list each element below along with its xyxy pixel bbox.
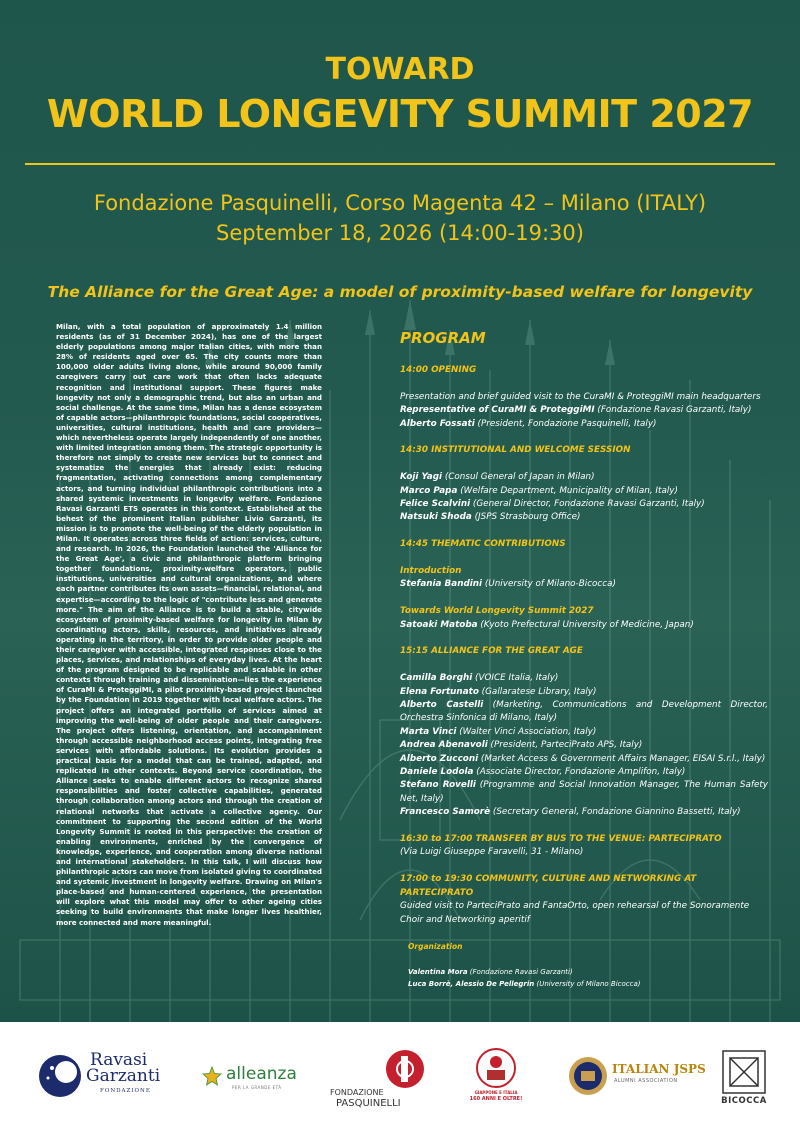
speaker-name: Camilla Borghi <box>400 673 473 684</box>
speaker-role: (Programme and Social Innovation Manager, The Human Safety Net, Italy) <box>400 780 769 804</box>
speaker-line <box>400 471 768 484</box>
date-text: September 18, 2026 (14:00-19:30) <box>216 221 584 245</box>
towards-label: Towards World Longevity Summit 2027 <box>400 606 594 617</box>
speaker-name: Alberto Fossati <box>400 418 475 429</box>
speaker-line <box>400 699 768 726</box>
speaker-line <box>400 779 768 806</box>
bicocca-emblem-icon <box>722 1050 766 1094</box>
ravasi-line2: Garzanti <box>86 1066 161 1086</box>
speaker-role: (Kyoto Prefectural University of Medicine, Japan) <box>477 619 694 630</box>
section-welcome-head: 14:30 INSTITUTIONAL AND WELCOME SESSION <box>400 445 631 456</box>
section-community <box>400 873 768 927</box>
speaker-line <box>400 511 768 524</box>
speaker-role: (President, Fondazione Pasquinelli, Italy) <box>474 418 657 429</box>
star-icon <box>202 1066 222 1086</box>
organization-member <box>408 966 768 978</box>
pasquinelli-emblem-icon <box>384 1048 426 1090</box>
section-welcome <box>400 471 768 525</box>
speaker-name: Stefano Rovelli <box>400 780 476 791</box>
pasquinelli-logo <box>330 1048 430 1108</box>
venue-block <box>0 188 800 248</box>
ravasi-line3: FONDAZIONE <box>100 1088 151 1094</box>
speaker-role: (JSPS Strasbourg Office) <box>471 512 581 523</box>
giappone-emblem-icon <box>473 1048 519 1088</box>
speaker-role: (Gallaratese Library, Italy) <box>478 686 597 697</box>
jsps-line1: ITALIAN JSPS <box>612 1062 706 1076</box>
speaker-role: (VOICE Italia, Italy) <box>472 673 559 684</box>
speaker-line <box>400 753 768 766</box>
title-toward: TOWARD <box>325 52 475 87</box>
speaker-role: (General Director, Fondazione Ravasi Garzanti, Italy) <box>470 499 705 510</box>
subtitle: The Alliance for the Great Age: a model of proximity-based welfare for longevity <box>47 283 753 301</box>
section-alliance-head: 15:15 ALLIANCE FOR THE GREAT AGE <box>400 646 583 657</box>
speaker-name: Alberto Castelli <box>400 700 484 711</box>
member-name: Valentina Mora <box>408 967 468 976</box>
venue-text: Fondazione Pasquinelli, Corso Magenta 42 – Milano (ITALY) <box>93 191 707 215</box>
divider <box>25 163 775 165</box>
alleanza-line2: PER LA GRANDE ETÀ <box>232 1085 282 1090</box>
speaker-name: Elena Fortunato <box>400 686 479 697</box>
section-opening-head: 14:00 OPENING <box>400 365 477 375</box>
program <box>400 328 768 990</box>
section-alliance <box>400 672 768 819</box>
speaker-name: Marta Vinci <box>400 726 457 737</box>
community-head: 17:00 to 19:30 COMMUNITY, CULTURE AND NETWORKING AT PARTECIPRATO <box>400 874 697 898</box>
section-opening <box>400 391 768 431</box>
ravasi-line1: Ravasi <box>90 1050 148 1070</box>
speaker-role: (Secretary General, Fondazione Giannino Bassetti, Italy) <box>490 807 741 818</box>
speaker-role: (Welfare Department, Municipality of Milan, Italy) <box>457 485 678 496</box>
jsps-line2: ALUMNI ASSOCIATION <box>614 1078 678 1084</box>
speaker-name: Satoaki Matoba <box>400 619 478 630</box>
speaker-role: (Associate Director, Fondazione Amplifon, Italy) <box>473 767 686 778</box>
pasquinelli-line2: PASQUINELLI <box>336 1098 401 1109</box>
speaker-name: Francesco Samorè <box>400 807 491 818</box>
giappone-italia-logo <box>466 1048 526 1108</box>
transfer-address: (Via Luigi Giuseppe Faravelli, 31 - Milano) <box>400 847 584 858</box>
section-thematic-intro <box>400 565 768 592</box>
alleanza-logo <box>202 1064 302 1094</box>
member-role: (Fondazione Ravasi Garzanti) <box>467 967 573 976</box>
speaker-line <box>400 686 768 699</box>
speaker-name: Natsuki Shoda <box>400 512 472 523</box>
speaker-line <box>400 418 768 431</box>
transfer-head: 16:30 to 17:00 TRANSFER BY BUS TO THE VENUE: PARTECIPRATO <box>400 834 722 845</box>
speaker-role: (Fondazione Ravasi Garzanti, Italy) <box>594 405 752 416</box>
speaker-line <box>400 578 768 591</box>
speaker-name: Representative of CuraMI & ProteggiMI <box>400 405 595 416</box>
section-thematic-head: 14:45 THEMATIC CONTRIBUTIONS <box>400 539 566 550</box>
ravasi-garzanti-logo <box>38 1050 188 1106</box>
ravasi-emblem-icon <box>38 1054 82 1098</box>
section-thematic-towards <box>400 605 768 632</box>
member-role: (University of Milano Bicocca) <box>534 979 641 988</box>
title-main: WORLD LONGEVITY SUMMIT 2027 <box>46 92 754 136</box>
abstract-text: Milan, with a total population of approximately 1.4 million residents (as of 31 December 2024), has one of the largest elderly populations among major Italian cities, with more than 28% of residents aged over 65. The city counts more than 100,000 older adults living alone, while around 90,000 family caregivers carry out care work that often lacks adequate recognition and institutional support. These figures make longevity not only a demographic trend, but also an urban and social challenge. At the same time, Milan has a dense ecosystem of capable actors—philanthropic foundations, social cooperatives, universities, cultural institutions, health and care providers—which nevertheless operate largely independently of one another, with limited integration among them. The strategic opportunity is therefore not simply to create new services but to connect and systematize the energies that already exist: reducing fragmentation, activating connections among complementary actors, and turning individual philanthropic contributions into a shared systemic investments in longevity welfare. Fondazione Ravasi Garzanti ETS operates in this context. Established at the behest of the prominent Italian publisher Livio Garzanti, its mission is to promote the well-being of the elderly population in Milan. It operates across three fields of action: services, culture, and research. In 2026, the Foundation launched the 'Alliance for the Great Age', a civic and philanthropic platform bringing together foundations, proximity-welfare operators, public institutions, universities and cultural organizations, and where each partner contributes its own assets—financial, relational, and expertise—according to the logic of "contribute less and generate more." The aim of the Alliance is to build a stable, citywide ecosystem of proximity-based welfare for longevity in Milan by coordinating actors, skills, resources, and initiatives already operating in the territory, in order to provide older people and their caregiver with accessible, integrated responses close to the places, services, and relationships of everyday lives. At the heart of the program designed to be replicable and scalable in other contexts through training and dissemination—lies the experience of CuraMI & ProteggiMI, a pilot proximity-based project launched by the Foundation in 2019 together with local welfare actors. The project offers an integrated portfolio of services aimed at improving the well-being of older people and their caregivers. The project offers listening, orientation, and accompaniment through accessible neighborhood access points, integrating free services with affordable solutions. Its evolution provides a practical basis for a model that can be trained, adapted, and replicated in other contexts. Beyond service coordination, the Alliance seeks to enable different actors to recognize shared responsibilities and foster collective capabilities, generated through collaboration among actors and through the creation of relational networks that activate a collective agency. Our commitment to supporting the second edition of the World Longevity Summit is rooted in this perspective: the creation of enabling environments, enriched by the convergence of knowledge, experience, and cooperation among diverse national and international stakeholders. In this talk, I will discuss how philanthropic actors can move from isolated giving to coordinated and systemic investment in longevity welfare. Drawing on Milan's place-based and human-centered experience, the presentation will explore what this model may offer to other ageing cities seeking to build environments that make longer lives healthier, more connected and more meaningful. <box>56 322 322 927</box>
bicocca-logo <box>718 1050 770 1108</box>
speaker-role: (Market Access & Government Affairs Manager, EISAI S.r.l., Italy) <box>478 753 766 764</box>
pasquinelli-line1: FONDAZIONE <box>330 1088 384 1097</box>
opening-intro: Presentation and brief guided visit to the CuraMI & ProteggiMI main headquarters <box>400 391 761 402</box>
speaker-name: Felice Scalvini <box>400 499 471 510</box>
intro-label: Introduction <box>400 566 462 577</box>
giappone-line1: GIAPPONE E ITALIA <box>474 1090 518 1095</box>
speaker-name: Koji Yagi <box>400 472 443 483</box>
giappone-line2: 160 ANNI E OLTRE! <box>469 1096 523 1102</box>
speaker-line <box>400 739 768 752</box>
speaker-line <box>400 806 768 819</box>
speaker-line <box>400 619 768 632</box>
italian-jsps-logo <box>568 1054 708 1100</box>
speaker-line <box>400 726 768 739</box>
speaker-line <box>400 766 768 779</box>
bicocca-line1: BICOCCA <box>721 1096 767 1106</box>
speaker-role: (Walter Vinci Association, Italy) <box>456 726 597 737</box>
organization-member <box>408 978 768 990</box>
speaker-line <box>400 485 768 498</box>
jsps-seal-icon <box>568 1056 608 1096</box>
speaker-role: (Consul General of Japan in Milan) <box>442 472 595 483</box>
speaker-line <box>400 672 768 685</box>
speaker-line <box>400 404 768 417</box>
program-title: PROGRAM <box>400 329 486 347</box>
speaker-name: Andrea Abenavoli <box>400 740 488 751</box>
speaker-name: Marco Papa <box>400 485 458 496</box>
community-text: Guided visit to ParteciPrato and FantaOrto, open rehearsal of the Sonoramente Choir and Networking aperitif <box>400 901 750 925</box>
speaker-line <box>400 498 768 511</box>
speaker-name: Daniele Lodola <box>400 767 474 778</box>
speaker-role: (Marketing, Communications and Development Director, Orchestra Sinfonica di Milano, Italy) <box>400 700 768 724</box>
speaker-name: Alberto Zucconi <box>400 753 479 764</box>
speaker-name: Stefania Bandini <box>400 579 483 590</box>
member-name: Luca Borrè, Alessio De Pellegrin <box>408 979 535 988</box>
speaker-role: (President, ParteciPrato APS, Italy) <box>487 740 643 751</box>
section-transfer <box>400 833 768 860</box>
speaker-role: (University of Milano-Bicocca) <box>482 579 616 590</box>
footer-logos <box>0 1022 800 1132</box>
alleanza-line1: alleanza <box>226 1064 297 1084</box>
organization-head: Organization <box>408 942 463 952</box>
